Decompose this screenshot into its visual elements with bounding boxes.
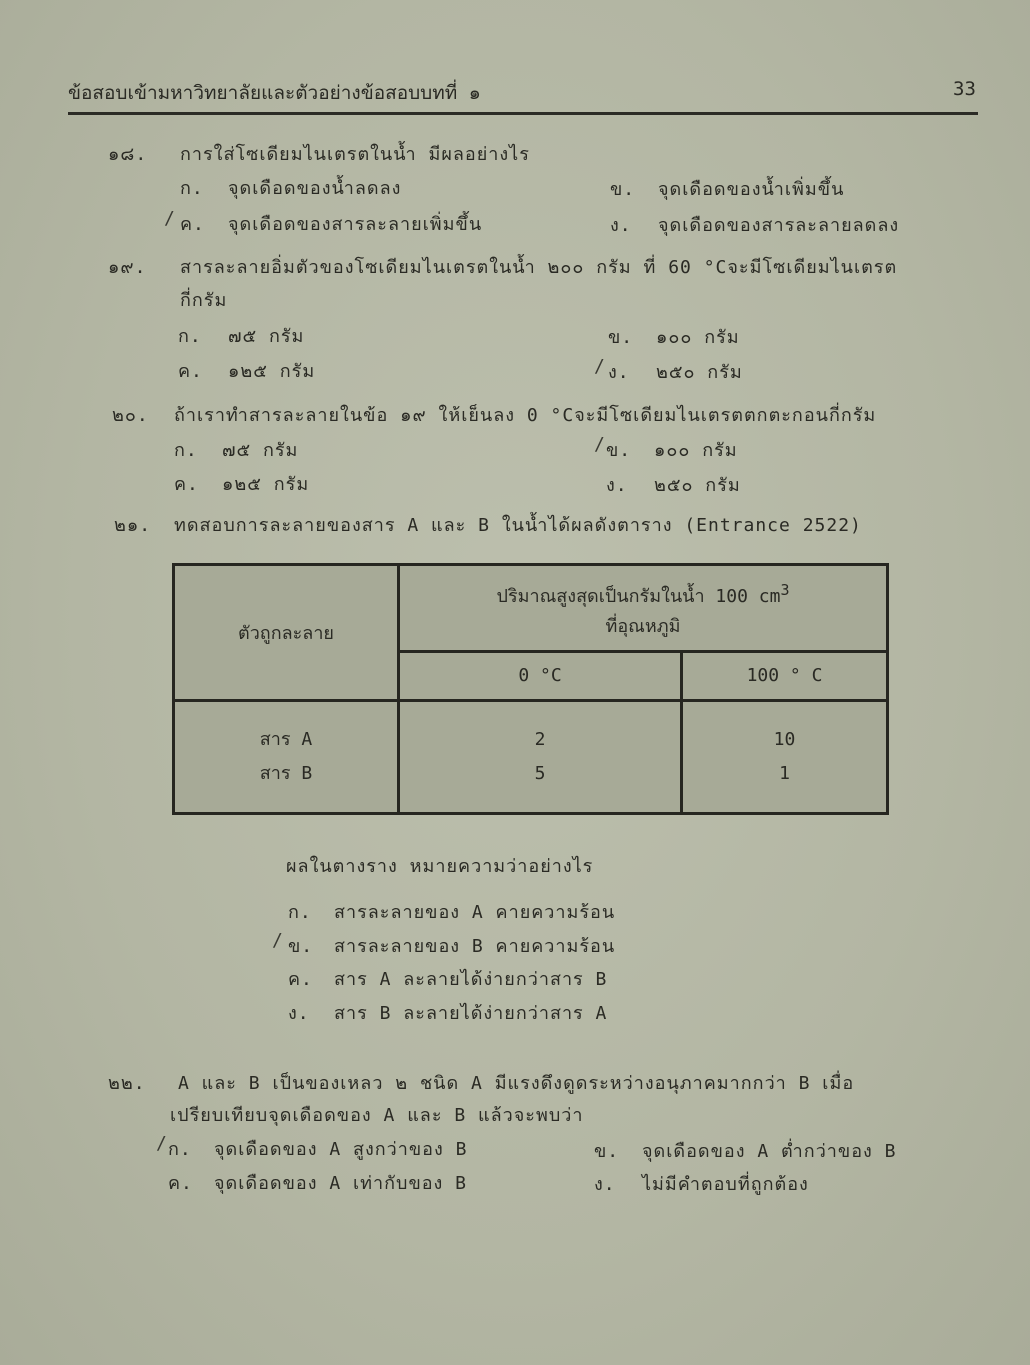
table-header-temp-100-label: 100 ° C [746,665,823,687]
table-cell-b-100c: 1 [779,762,790,784]
table-header-solute-label: ตัวถูกละลาย [238,622,334,644]
table-cell-temp0-values [399,700,682,813]
question-stem: ถ้าเราทำสารละลายในข้อ ๑๙ ให้เย็นลง 0 °Cจะมีโซเดียมไนเตรตตกตะกอนกี่กรัม [174,405,877,426]
answer-check-mark: / [164,208,175,229]
question-sub-stem: ผลในตางราง หมายความว่าอย่างไร [286,856,594,877]
choice-label: ก. [178,326,202,347]
question-stem-continued: กี่กรัม [180,290,228,311]
choice-label: ง. [608,362,630,383]
choice-label: ง. [594,1174,616,1195]
question-stem: ทดสอบการละลายของสาร A และ B ในน้ำได้ผลดังตาราง (Entrance 2522) [174,515,862,536]
choice-text: จุดเดือดของน้ำลดลง [228,178,402,199]
choice-label: ข. [594,1141,620,1162]
choice-text: จุดเดือดของ A สูงกว่าของ B [214,1139,468,1160]
table-cell-substances [174,700,399,813]
question-stem: สารละลายอิ่มตัวของโซเดียมไนเตรตในน้ำ ๒๐๐ กรัม ที่ 60 °Cจะมีโซเดียมไนเตรต [180,257,898,278]
choice-text: ไม่มีคำตอบที่ถูกต้อง [642,1174,809,1195]
table-cell-a-100c: 10 [773,728,796,750]
choice-label: ง. [610,215,632,236]
table-header-group-line1: ปริมาณสูงสุดเป็นกรัมในน้ำ 100 cm [496,585,781,607]
choice-label: ข. [606,440,632,461]
page-number: 33 [953,78,976,100]
table-header-temp-100 [682,652,888,701]
choice-text: สาร B ละลายได้ง่ายกว่าสาร A [334,1003,608,1024]
choice-text: ๑๐๐ กรัม [656,327,740,348]
choice-label: ก. [168,1139,192,1160]
choice-text: สาร A ละลายได้ง่ายกว่าสาร B [334,969,608,990]
table-cell-substance-b: สาร B [259,762,313,784]
table-cell-b-0c: 5 [534,762,546,784]
answer-check-mark: / [272,930,283,951]
question-number: ๒๑. [114,515,152,536]
table-cell-temp100-values [682,700,888,813]
question-stem: การใส่โซเดียมไนเตรตในน้ำ มีผลอย่างไร [180,144,530,165]
question-stem-continued: เปรียบเทียบจุดเดือดของ A และ B แล้วจะพบว่า [170,1105,584,1126]
choice-text: จุดเดือดของน้ำเพิ่มขึ้น [658,179,845,200]
choice-label: ก. [180,178,204,199]
choice-text: จุดเดือดของสารละลายลดลง [658,215,900,236]
table-header-group-line2: ที่อุณหภูมิ [605,615,681,637]
choice-label: ข. [608,327,634,348]
table-cell-a-0c: 2 [534,728,546,750]
choice-label: ข. [610,179,636,200]
choice-text: ๑๒๕ กรัม [222,474,310,495]
page-header-title: ข้อสอบเข้ามหาวิทยาลัยและตัวอย่างข้อสอบบทที่ ๑ [68,82,481,104]
question-number: ๑๘. [108,144,148,165]
choice-text: ๒๕๐ กรัม [656,362,743,383]
choice-text: จุดเดือดของ A เท่ากับของ B [214,1173,468,1194]
choice-label: ค. [180,214,205,235]
answer-check-mark: / [594,356,605,377]
header-rule [68,112,978,115]
question-number: ๒๐. [112,405,149,426]
choice-text: สารละลายของ B คายความร้อน [334,936,616,957]
choice-text: ๑๒๕ กรัม [228,361,316,382]
choice-label: ข. [288,936,314,957]
table-header-group [399,565,888,652]
question-number: ๑๙. [108,257,147,278]
choice-text: จุดเดือดของสารละลายเพิ่มขึ้น [228,214,483,235]
answer-check-mark: / [156,1133,167,1154]
table-header-temp-0 [399,652,682,701]
table-cell-substance-a: สาร A [259,728,313,750]
choice-text: ๗๕ กรัม [228,326,305,347]
choice-text: ๑๐๐ กรัม [654,440,738,461]
answer-check-mark: / [594,434,605,455]
question-number: ๒๒. [108,1073,146,1094]
table-header-temp-0-label: 0 °C [518,665,562,687]
choice-label: ก. [174,440,198,461]
choice-label: ค. [288,969,313,990]
solubility-table [172,563,889,815]
choice-label: ง. [606,475,628,496]
table-header-solute [174,565,399,701]
choice-label: ค. [174,474,199,495]
table-row [174,700,888,813]
choice-label: ค. [168,1173,193,1194]
table-header-group-superscript: 3 [780,580,790,599]
choice-label: ค. [178,361,203,382]
choice-label: ง. [288,1003,310,1024]
question-stem: A และ B เป็นของเหลว ๒ ชนิด A มีแรงดึงดูดระหว่างอนุภาคมากกว่า B เมื่อ [178,1073,855,1094]
choice-text: จุดเดือดของ A ต่ำกว่าของ B [642,1141,897,1162]
choice-text: ๒๕๐ กรัม [654,475,741,496]
choice-text: ๗๕ กรัม [222,440,299,461]
choice-label: ก. [288,902,312,923]
choice-text: สารละลายของ A คายความร้อน [334,902,616,923]
